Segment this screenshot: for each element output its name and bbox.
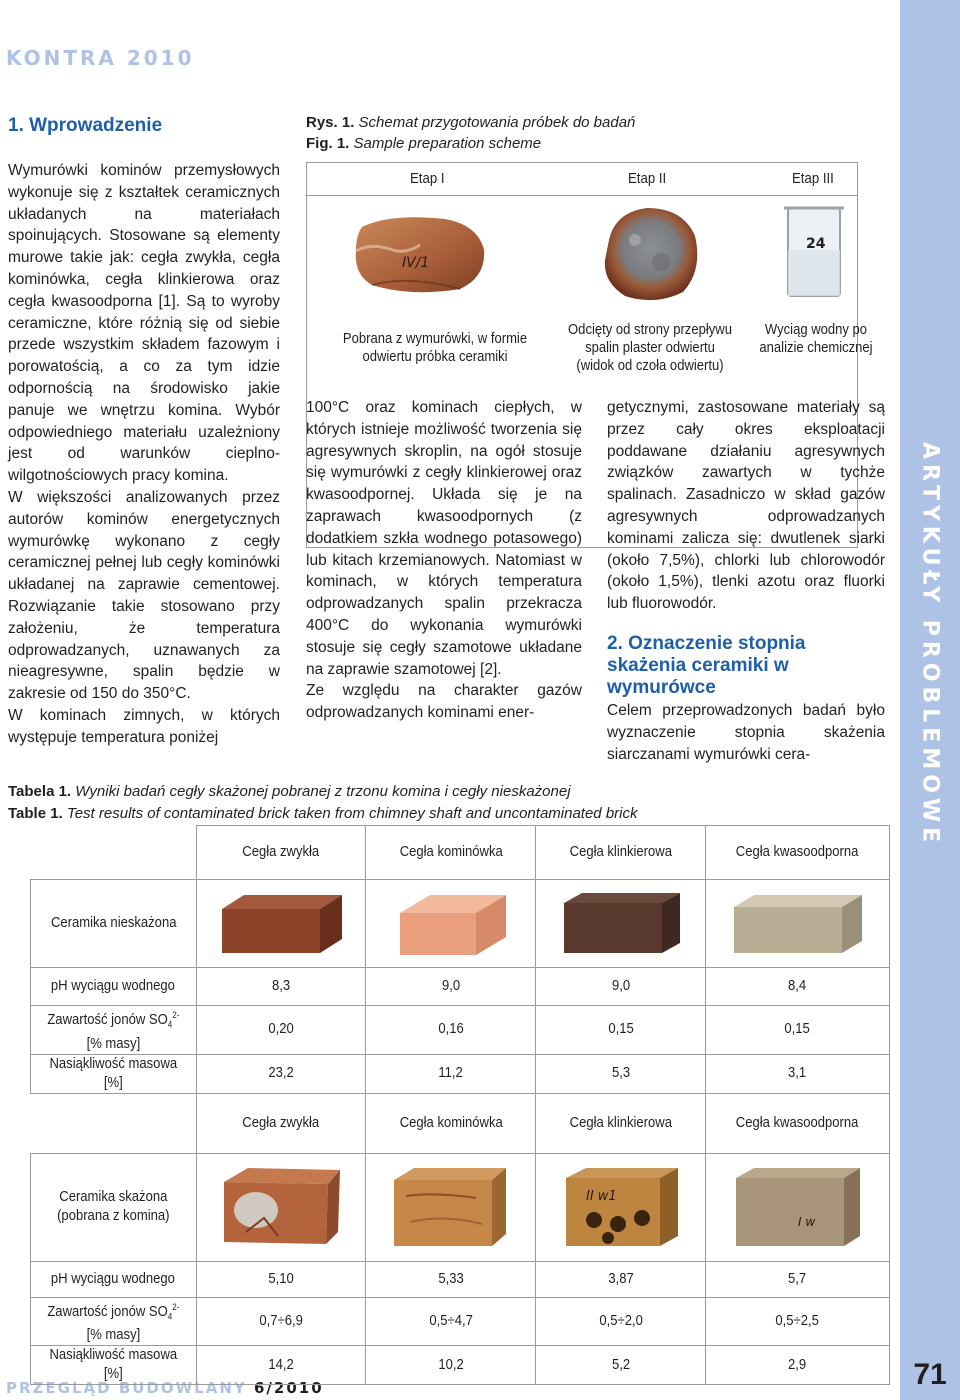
column-header: Cegła kwasoodporna: [706, 826, 890, 880]
table-row: [31, 1153, 890, 1261]
table-cell: 5,7: [706, 1261, 890, 1297]
table-cell: 0,20: [196, 1006, 366, 1055]
sample-mark: II w1: [585, 1189, 617, 1205]
section2-heading: 2. Oznaczenie stopnia skażenia ceramiki w wymurówce: [607, 633, 806, 698]
paragraph: W większości analizowanych przez autorów kominów energetycznych wymurówkę wykonano z cegły ceramicznej pełnej lub cegły kominówki układanej na zaprawie cementowej. Rozwiązanie takie stosowano przy założeniu, że temperatura odprowadzanych, uznawanych za nieagresywne, spalin będzie w zakresie od 150 do 350°C.: [8, 488, 280, 703]
row-label: pH wyciągu wodnego: [31, 968, 197, 1006]
paragraph: Wymurówki kominów przemysłowych wykonuje się z kształtek ceramicznych układanych na materiałach spoinujących. Stosowane są elementy murowe takie jak: cegła zwykła, cegła kominówka, cegła klinkierowa oraz cegła kwasoodporna [1]. Są to wyroby ceramiczne, które różnią się od siebie przede wszystkim składem fazowym i porowatością, a co za tym idzie odpornością na środowisko jakie panuje we wnętrzu komina. Wybór odpowiedniego materiału uzależniony jest od warunków cieplno-wilgotnościowych pracy komina.: [8, 162, 280, 485]
table-cell: 0,5÷2,0: [536, 1297, 706, 1346]
chimney-brick-image: [386, 889, 516, 959]
contaminated-red-brick-image: [216, 1162, 346, 1252]
paragraph: W kominach zimnych, w których występuje temperatura poniżej: [8, 706, 280, 746]
journal-issue: 6/2010: [254, 1379, 324, 1397]
brick-image-cell: [536, 880, 706, 968]
table-cell: 14,2: [196, 1346, 366, 1385]
table-cell: 0,5÷4,7: [366, 1297, 536, 1346]
red-brick-image: [216, 889, 346, 959]
sample-mark: IV/1: [402, 255, 430, 271]
row-group-label: Ceramika skażona (pobrana z komina): [31, 1153, 197, 1261]
page-number: 71: [913, 1358, 947, 1391]
core-sample-image: [350, 205, 490, 300]
table-cell: 5,10: [196, 1261, 366, 1297]
column-header: Cegła kominówka: [366, 1093, 536, 1153]
table-cell: 0,7÷6,9: [196, 1297, 366, 1346]
magazine-label: KONTRA 2010: [6, 46, 195, 70]
beaker-image: [782, 202, 846, 302]
beaker-mark: 24: [806, 236, 826, 252]
column-header: Cegła zwykła: [196, 826, 366, 880]
table-caption-pl: Wyniki badań cegły skażonej pobranej z trzonu komina i cegły nieskażonej: [75, 783, 571, 800]
acidproof-brick-image: [728, 889, 868, 959]
section-label-text: ARTYKUŁY PROBLEMOWE: [917, 442, 943, 848]
stage-title: Etap II: [628, 170, 667, 187]
table-caption-en: Test results of contaminated brick taken from chimney shaft and uncontaminated brick: [66, 805, 638, 822]
column-2: [306, 397, 582, 724]
table-cell: 0,5÷2,5: [706, 1297, 890, 1346]
table-label-pl: Tabela 1.: [8, 783, 72, 800]
brick-image-cell: [706, 880, 890, 968]
clinker-brick-image: [556, 889, 686, 959]
stage-title: Etap III: [792, 170, 834, 187]
table-cell: 9,0: [366, 968, 536, 1006]
table-caption: [8, 781, 638, 825]
table-cell: 10,2: [366, 1346, 536, 1385]
table-cell: 23,2: [196, 1054, 366, 1093]
stage-title: Etap I: [410, 170, 445, 187]
figure-caption-pl: Schemat przygotowania próbek do badań: [358, 114, 636, 131]
brick-image-cell: [196, 1153, 366, 1261]
stage-description: Odcięty od strony przepływu spalin plaster odwiertu (widok od czoła odwiertu): [568, 322, 732, 374]
table-row: [31, 1297, 890, 1346]
column-header: Cegła klinkierowa: [536, 1093, 706, 1153]
table-cell: 5,2: [536, 1346, 706, 1385]
figure-stage-header: [306, 162, 858, 196]
figure-label-pl: Rys. 1.: [306, 114, 355, 131]
section1-heading: 1. Wprowadzenie: [8, 115, 163, 136]
table-cell: 9,0: [536, 968, 706, 1006]
row-label: pH wyciągu wodnego: [31, 1261, 197, 1297]
column-header: Cegła kwasoodporna: [706, 1093, 890, 1153]
contaminated-chimney-brick-image: [386, 1162, 516, 1252]
stage-description: Pobrana z wymurówki, w formie odwiertu próbka ceramiki: [342, 331, 528, 365]
table-header-row: [31, 826, 890, 880]
table-cell: 8,4: [706, 968, 890, 1006]
column-3: [607, 397, 885, 615]
contaminated-clinker-brick-image: [556, 1162, 686, 1252]
row-label: Nasiąkliwość masowa [%]: [31, 1346, 197, 1385]
table-row: [31, 968, 890, 1006]
contaminated-acidproof-brick-image: [728, 1162, 868, 1252]
table-cell: 0,15: [706, 1006, 890, 1055]
table-cell: 3,1: [706, 1054, 890, 1093]
table-row: [31, 1261, 890, 1297]
table-header-row: [31, 1093, 890, 1153]
table-cell: 0,15: [536, 1006, 706, 1055]
figure-caption-en: Sample preparation scheme: [353, 135, 542, 152]
table-row: [31, 1346, 890, 1385]
column-1: [8, 160, 280, 749]
row-group-label: Ceramika nieskażona: [31, 880, 197, 968]
journal-name: PRZEGLĄD BUDOWLANY: [6, 1379, 247, 1397]
stage-description: Wyciąg wodny po analizie chemicznej: [759, 322, 873, 356]
table-cell: 5,3: [536, 1054, 706, 1093]
row-label: Nasiąkliwość masowa [%]: [31, 1054, 197, 1093]
column-3b: [607, 700, 885, 765]
row-label: Zawartość jonów $SO_4^{2-}$ [% masy]: [31, 1297, 197, 1346]
brick-image-cell: [366, 1153, 536, 1261]
section-label: [900, 410, 960, 880]
table-cell: 5,33: [366, 1261, 536, 1297]
table-row: [31, 1006, 890, 1055]
brick-image-cell: [196, 880, 366, 968]
paragraph: Celem przeprowadzonych badań było wyznaczenie stopnia skażenia siarczanami wymurówki cera-: [607, 702, 885, 763]
results-table: [30, 825, 890, 1385]
paragraph: 100°C oraz kominach ciepłych, w których istnieje możliwość tworzenia się agresywnych skroplin, na ogół stosuje się wymurówki z cegły klinkierowej oraz kwasoodpornej. Układa się je na zaprawach kwasoodpornych (z dodatkiem szkła wodnego potasowego) lub kitach krzemianowych. Natomiast w kominach, w których temperatura odprowadzanych spalin przekracza 400°C do wykonania wymurówki stosuje się cegły szamotowe układane na zaprawie szamotowej [2].: [306, 399, 582, 678]
table-row: [31, 880, 890, 968]
table-cell: 8,3: [196, 968, 366, 1006]
row-label: Zawartość jonów $SO_4^{2-}$ [% masy]: [31, 1006, 197, 1055]
column-header: Cegła zwykła: [196, 1093, 366, 1153]
column-header: Cegła klinkierowa: [536, 826, 706, 880]
table-cell: 2,9: [706, 1346, 890, 1385]
table-cell: 0,16: [366, 1006, 536, 1055]
brick-image-cell: [366, 880, 536, 968]
table-label-en: Table 1.: [8, 805, 63, 822]
figure-label-en: Fig. 1.: [306, 135, 350, 152]
table-row: [31, 1054, 890, 1093]
brick-image-cell: [536, 1153, 706, 1261]
figure-caption: [306, 112, 635, 154]
brick-image-cell: [706, 1153, 890, 1261]
sample-mark: I w: [797, 1215, 815, 1230]
table-cell: 3,87: [536, 1261, 706, 1297]
table-cell: 11,2: [366, 1054, 536, 1093]
paragraph: Ze względu na charakter gazów odprowadzanych kominami ener-: [306, 682, 582, 722]
column-header: Cegła kominówka: [366, 826, 536, 880]
paragraph: getycznymi, zastosowane materiały są przez cały okres eksploatacji poddawane działaniu agresywnych związków zawartych w tychże spalinach. Zasadniczo w skład gazów agresywnych odprowadzanych kominami zalicza się: dwutlenek siarki (około 7,5%), chlorki lub chlorowodór (około 1,5%), tlenki azotu oraz fluorki lub fluorowodór.: [607, 399, 885, 613]
slice-sample-image: [595, 200, 705, 310]
